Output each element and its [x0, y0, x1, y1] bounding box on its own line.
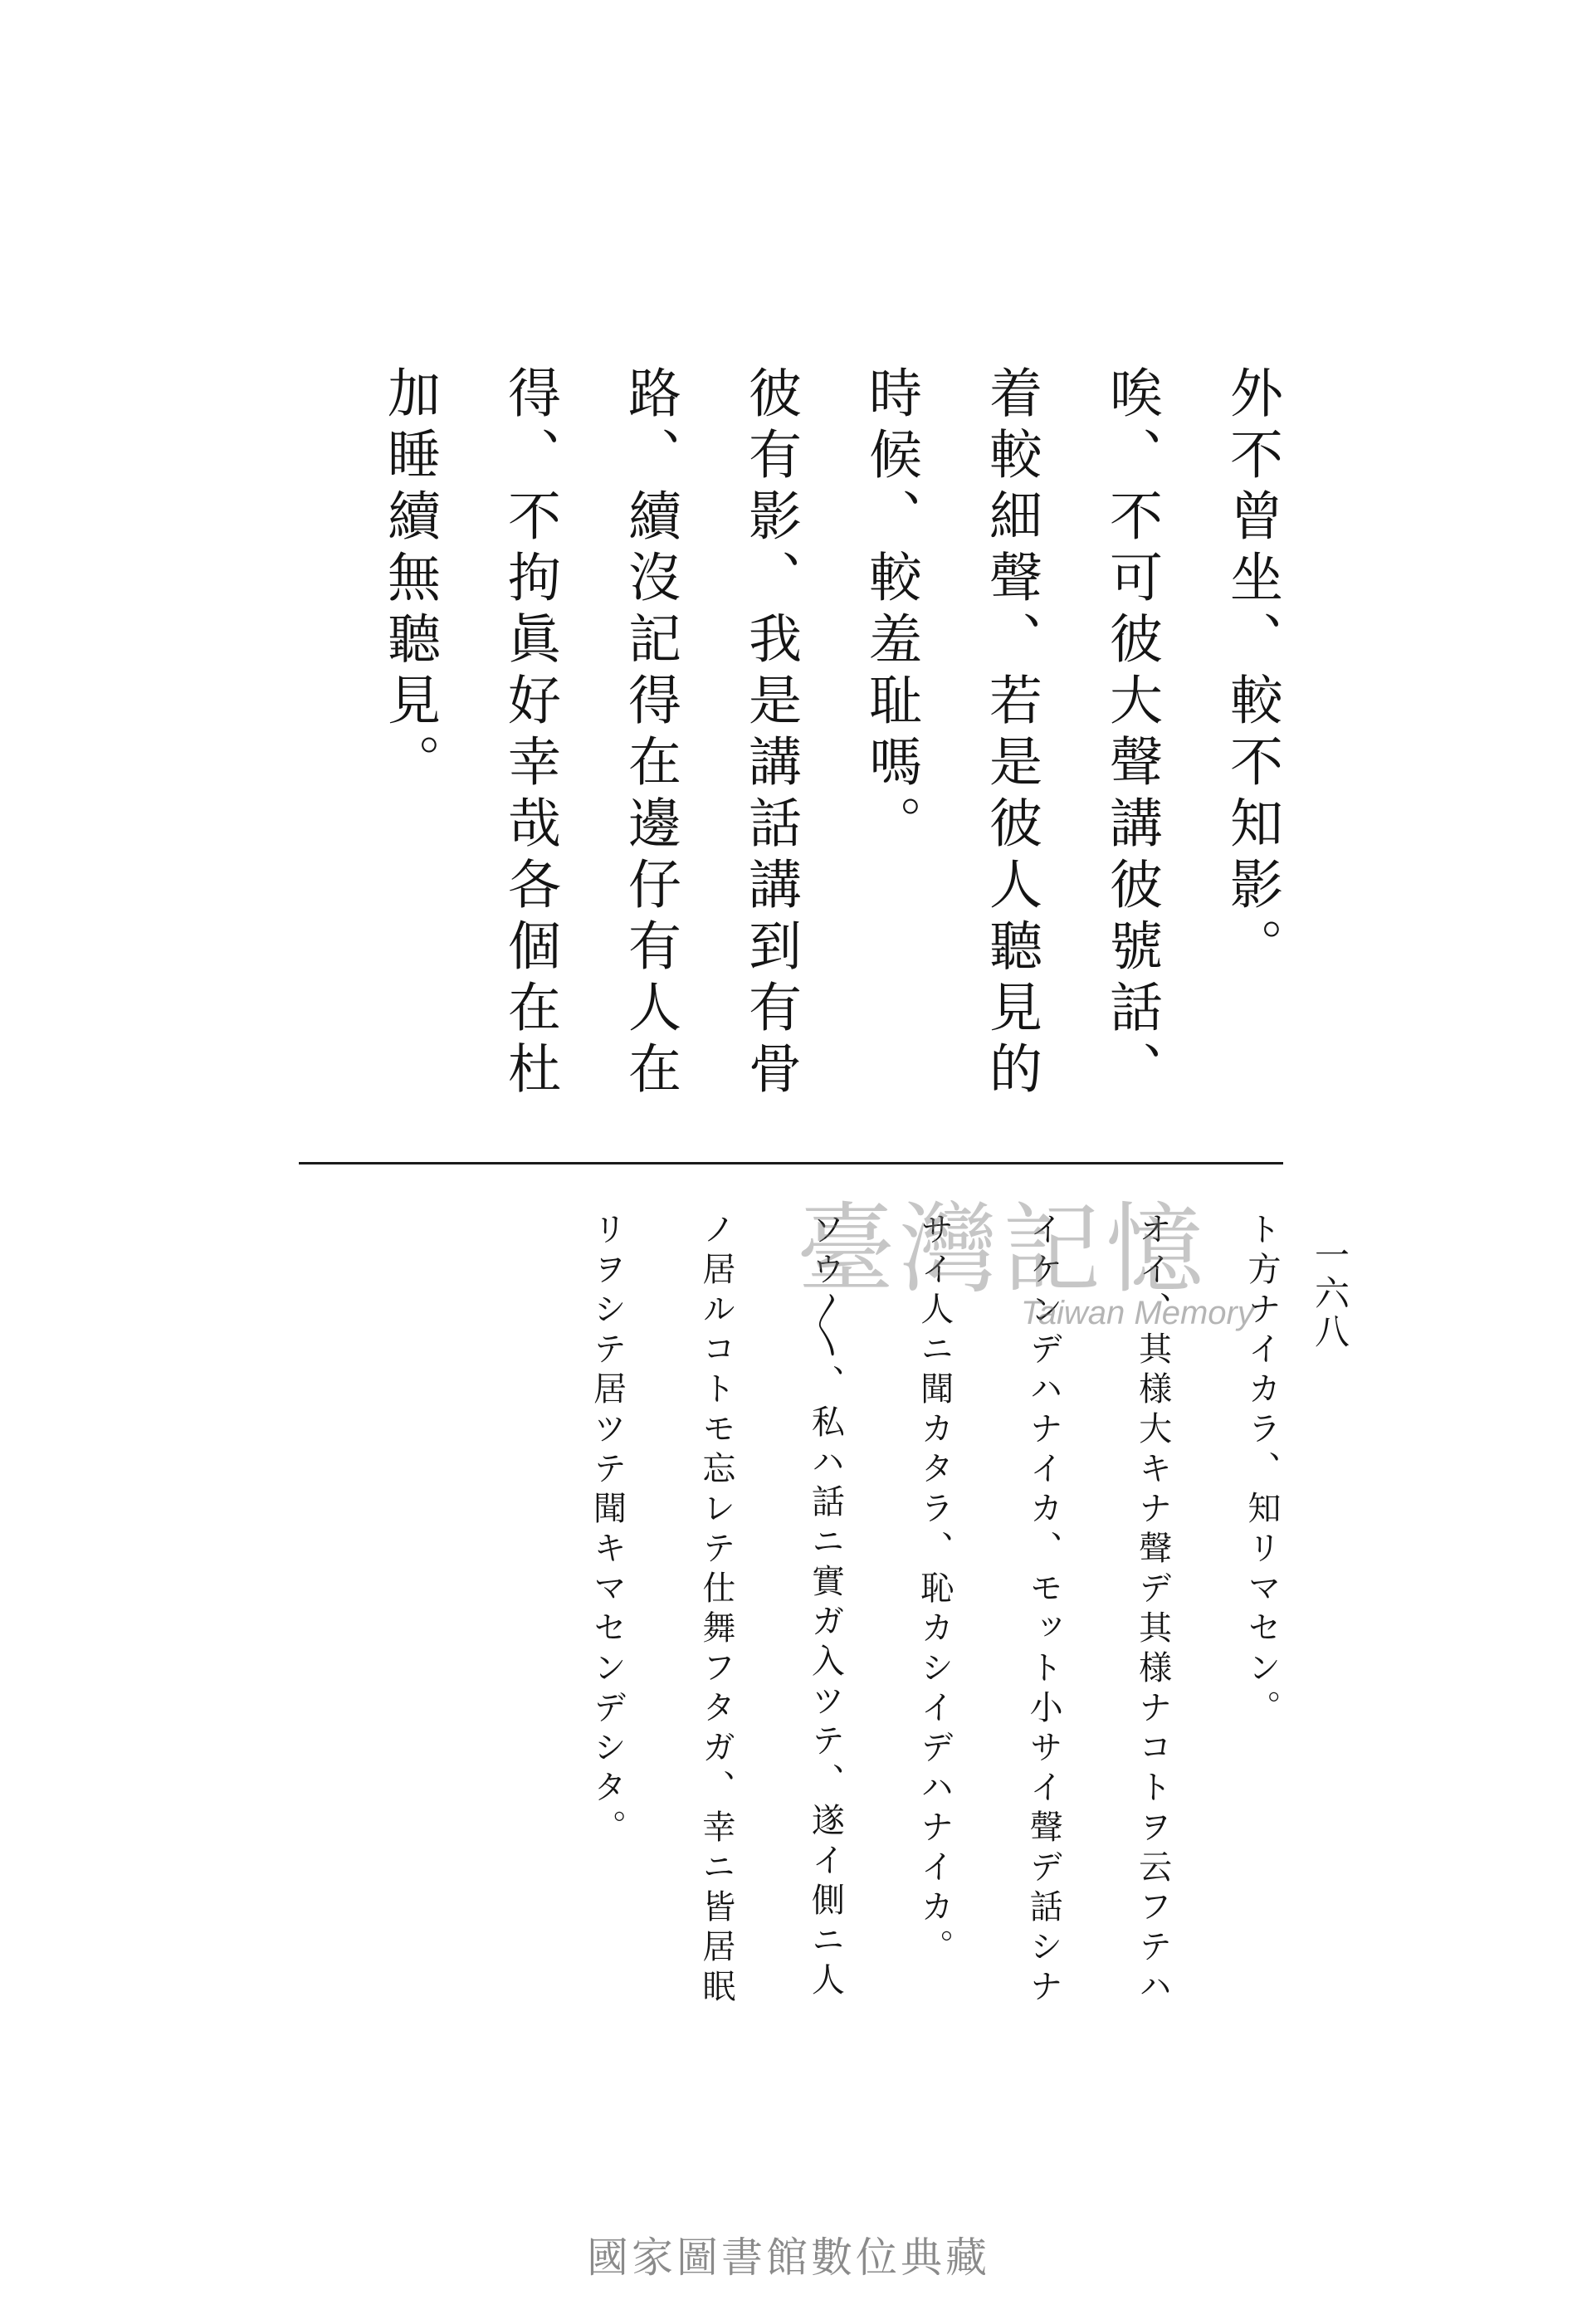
taiwanese-column: 着較細聲、若是彼人聽見的 — [980, 365, 1042, 1102]
page-number: 一六八 — [1310, 1237, 1350, 1351]
japanese-column: サイ人ニ聞カタラ、恥カシイデハナイカ。 — [915, 1212, 954, 1969]
japanese-column: オイ、其様大キナ聲デ其様ナコトヲ云フテハ — [1133, 1212, 1172, 2009]
taiwanese-column: 唉、不可彼大聲講彼號話、 — [1101, 365, 1162, 1102]
japanese-column: イケンデハナイカ、モット小サイ聲デ話シナ — [1024, 1212, 1063, 2009]
library-footer: 國家圖書館數位典藏 — [587, 2234, 990, 2282]
japanese-column: ノ居ルコトモ忘レテ仕舞フタガ、幸ニ皆居眠 — [696, 1212, 735, 2009]
watermark-subtitle: Taiwan Memory — [1021, 1295, 1254, 1331]
japanese-column: リヲシテ居ツテ聞キマセンデシタ。 — [588, 1212, 627, 1849]
japanese-column: ソウ〳〵、私ハ話ニ實ガ入ツテ、遂イ側ニ人 — [806, 1212, 845, 2002]
taiwanese-column: 加睡續無聽見。 — [378, 365, 440, 795]
taiwanese-column: 路、續沒記得在邊仔有人在 — [619, 365, 681, 1102]
japanese-column: ト方ナイカラ、知リマセン。 — [1243, 1212, 1281, 1730]
section-divider — [299, 1162, 1283, 1164]
taiwanese-column: 得、不拘眞好幸哉各個在杜 — [499, 365, 560, 1102]
taiwanese-column: 彼有影、我是講話講到有骨 — [740, 365, 801, 1102]
japanese-translation-block — [515, 1212, 1281, 2009]
taiwanese-text-block — [315, 365, 1282, 1112]
taiwanese-column: 時候、較羞耻嗎。 — [860, 365, 921, 857]
taiwanese-column: 外不曾坐、較不知影。 — [1221, 365, 1282, 979]
watermark-title: 臺灣記憶 — [797, 1192, 1209, 1306]
